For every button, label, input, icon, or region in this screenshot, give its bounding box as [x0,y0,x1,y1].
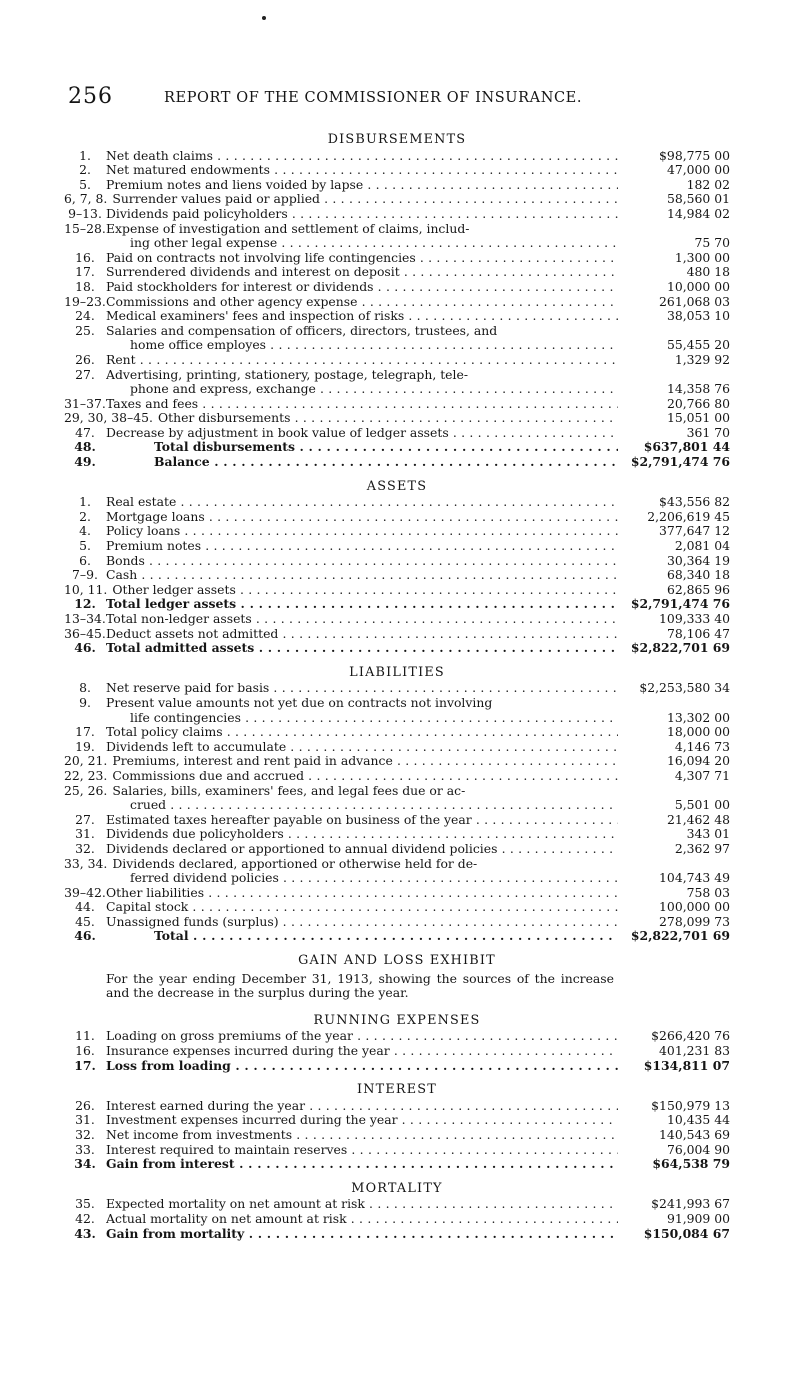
table-row [64,455,730,470]
row-amount: 20,766 80 [666,395,730,411]
row-label: Net death claims . . . [106,149,618,164]
row-number: 17. [74,1057,96,1073]
row-amount: 2,081 04 [674,538,730,554]
row-number: 49. [74,454,96,470]
gain-loss-intro: For the year ending December 31, 1913, showing the sources of the increase and the decrease in the surplus during the year. [106,970,614,1001]
table-row [64,696,730,711]
row-amount: 38,053 10 [666,308,730,324]
section-title: RUNNING EXPENSES [313,1012,481,1028]
table-row [64,1197,730,1212]
row-amount: 10,000 00 [666,278,730,294]
table-row [64,827,730,842]
row-label: Expense of investigation and settlement of claims, includ- [106,221,470,236]
row-label: Advertising, printing, stationery, postage, telegraph, tele- [106,367,469,382]
row-label: Interest earned during the year . . . [106,1099,618,1114]
row-label: home office employes . . . [130,338,618,353]
interest-section [64,1083,730,1172]
table-row [64,411,730,426]
table-row [64,740,730,755]
row-amount: $637,801 44 [643,439,730,455]
row-label: Other liabilities . . . [106,886,618,901]
table-row [64,1143,730,1158]
row-number: 27. [75,366,95,382]
row-label: Net matured endowments . . . [106,163,618,178]
row-number: 11. [75,1028,95,1044]
row-number: 34. [74,1156,96,1172]
table-row [64,798,730,813]
row-amount: 343 01 [686,826,730,842]
table-row [64,554,730,569]
row-number: 17. [75,724,95,740]
row-amount: 261,068 03 [659,293,730,309]
row-label: phone and express, exchange . . . [130,382,618,397]
row-number: 18. [75,278,95,294]
row-label: Paid on contracts not involving life contingencies . . . [106,251,618,266]
row-label: Total . . . [106,929,618,944]
row-label: Premium notes and liens voided by lapse . . . [106,178,618,193]
row-number: 29, 30, 38–45. [64,410,153,426]
row-number: 35. [75,1196,95,1212]
row-label: Dividends declared, apportioned or otherwise held for de- [112,856,478,871]
row-amount: 104,743 49 [659,870,730,886]
table-row [64,627,730,642]
row-label: life contingencies . . . [130,711,618,726]
row-label: Gain from mortality . . . [106,1227,618,1242]
row-amount: $2,791,474 76 [630,596,730,612]
mortality-section [64,1182,730,1241]
liabilities-section [64,666,730,944]
row-number: 10, 11. [64,581,108,597]
row-amount: 361 70 [686,424,730,440]
table-row [64,149,730,164]
table-row [64,813,730,828]
table-row [64,597,730,612]
row-amount: 480 18 [686,264,730,280]
row-label: Interest required to maintain reserves . . . [106,1143,618,1158]
table-row [64,612,730,627]
section-title: MORTALITY [351,1180,443,1196]
table-row [64,495,730,510]
row-number: 24. [75,308,95,324]
page-title: REPORT OF THE COMMISSIONER OF INSURANCE. [164,90,583,106]
row-amount: 18,000 00 [666,724,730,740]
row-label: Premium notes . . . [106,539,618,554]
row-amount: $2,791,474 76 [630,454,730,470]
row-amount: 75 70 [694,235,730,251]
row-number: 1. [79,494,91,510]
row-label: Loading on gross premiums of the year . . . [106,1029,618,1044]
row-amount: 68,340 18 [666,567,730,583]
row-number: 13–34. [64,611,106,626]
table-row [64,265,730,280]
row-label: Deduct assets not admitted . . . [106,627,618,642]
row-label: Salaries, bills, examiners' fees, and legal fees due or ac- [112,783,466,798]
table-row [64,857,730,872]
row-label: Dividends left to accumulate . . . [106,740,618,755]
row-amount: 4,146 73 [674,738,730,754]
row-number: 46. [74,928,96,944]
table-row [64,324,730,339]
table-row [64,641,730,656]
table-row [64,681,730,696]
table-row [64,192,730,207]
table-row [64,539,730,554]
table-row [64,524,730,539]
running-expenses-rows [64,1029,730,1073]
row-label: Bonds . . . [106,554,618,569]
table-row [64,309,730,324]
row-number: 9–13. [68,205,102,221]
row-label: Decrease by adjustment in book value of ledger assets . . . [106,426,618,441]
row-amount: 55,455 20 [666,337,730,353]
row-number: 32. [75,1127,95,1142]
row-amount: $134,811 07 [643,1057,730,1073]
interest-rows [64,1099,730,1172]
row-amount: 10,435 44 [666,1112,730,1128]
row-number: 48. [74,439,96,455]
table-row [64,510,730,525]
row-label: Expected mortality on net amount at risk . . . [106,1197,618,1212]
row-label: Mortgage loans . . . [106,510,618,525]
row-amount: 758 03 [686,884,730,900]
row-amount: 21,462 48 [666,811,730,827]
row-amount: 14,358 76 [666,381,730,397]
row-amount: $266,420 76 [651,1028,730,1044]
row-label: Gain from interest . . . [106,1157,618,1172]
row-number: 19–23. [64,293,106,309]
table-row [64,886,730,901]
table-row [64,769,730,784]
assets-section [64,480,730,656]
row-number: 19. [75,738,95,754]
row-number: 26. [75,351,95,367]
row-amount: 76,004 90 [666,1141,730,1157]
table-row [64,426,730,441]
row-amount: $241,993 67 [651,1196,730,1212]
row-amount: 16,094 20 [666,753,730,769]
section-title: ASSETS [366,478,428,494]
row-number: 31. [75,1112,95,1128]
row-number: 6, 7, 8. [64,191,108,207]
table-row [64,900,730,915]
table-row [64,725,730,740]
row-number: 39–42. [64,884,106,900]
table-row [64,382,730,397]
row-number: 2. [79,162,91,178]
row-amount: 13,302 00 [666,709,730,725]
row-number: 47. [75,424,95,440]
row-amount: $98,775 00 [659,147,730,163]
row-amount: 2,206,619 45 [647,508,730,524]
section-title: GAIN AND LOSS EXHIBIT [298,953,496,969]
table-row [64,280,730,295]
row-number: 46. [74,640,96,656]
row-amount: 2,362 97 [674,840,730,856]
row-number: 31. [75,826,95,842]
row-number: 33, 34. [64,855,108,871]
row-label: Total non-ledger assets . . . [106,612,618,627]
table-row [64,915,730,930]
row-number: 2. [79,508,91,524]
table-row [64,222,730,237]
row-label: Policy loans . . . [106,524,618,539]
table-row [64,784,730,799]
table-row [64,842,730,857]
row-amount: 140,543 69 [659,1127,730,1142]
row-amount: $150,979 13 [651,1097,730,1113]
row-amount: $2,253,580 34 [639,680,730,696]
row-number: 42. [75,1210,95,1226]
row-label: Other ledger assets . . . [112,583,618,598]
row-number: 15–28. [64,220,106,236]
running-expenses-section [64,1014,730,1073]
row-label: Estimated taxes hereafter payable on business of the year . . . [106,813,618,828]
row-label: Present value amounts not yet due on contracts not involving [106,695,493,710]
row-amount: 47,000 00 [666,162,730,178]
row-label: crued . . . [130,798,618,813]
row-amount: 1,300 00 [674,249,730,265]
table-row [64,251,730,266]
row-label: Total disbursements . . . [106,440,618,455]
table-row [64,754,730,769]
table-row [64,1128,730,1143]
row-number: 7–9. [72,567,98,583]
section-title: DISBURSEMENTS [327,132,467,147]
row-number: 12. [74,596,96,612]
row-amount: 100,000 00 [659,899,730,915]
row-number: 5. [79,538,91,554]
row-label: Surrender values paid or applied . . . [112,192,618,207]
row-label: Insurance expenses incurred during the year . . . [106,1044,618,1059]
table-row [64,440,730,455]
row-amount: 109,333 40 [659,611,730,626]
row-label: Cash . . . [106,568,618,583]
row-number: 20, 21. [64,753,108,769]
report-body [64,133,730,1241]
row-number: 22, 23. [64,767,108,783]
row-amount: 401,231 83 [659,1043,730,1059]
table-row [64,236,730,251]
row-label: ing other legal expense . . . [130,236,618,251]
row-label: Net income from investments . . . [106,1128,618,1143]
row-label: Real estate . . . [106,495,618,510]
row-number: 25, 26. [64,782,108,798]
row-label: Balance . . . [106,455,618,470]
table-row [64,163,730,178]
row-label: Paid stockholders for interest or dividends . . . [106,280,618,295]
row-label: Unassigned funds (surplus) . . . [106,915,618,930]
section-title: INTEREST [356,1082,437,1098]
row-label: Total admitted assets . . . [106,641,618,656]
row-number: 26. [75,1097,95,1113]
table-row [64,368,730,383]
table-row [64,295,730,310]
table-row [64,1099,730,1114]
row-amount: 14,984 02 [666,205,730,221]
table-row [64,1212,730,1227]
mortality-rows [64,1197,730,1241]
row-label: Taxes and fees . . . [106,397,618,412]
row-label: Dividends due policyholders . . . [106,827,618,842]
row-label: Surrendered dividends and interest on deposit . . . [106,265,618,280]
row-number: 6. [79,552,91,568]
section-title: LIABILITIES [349,664,445,680]
row-label: Dividends paid policyholders . . . [106,207,618,222]
row-number: 45. [75,913,95,929]
table-row [64,178,730,193]
row-label: ferred dividend policies . . . [130,871,618,886]
row-number: 9. [79,694,91,710]
table-row [64,1227,730,1242]
disbursements-rows [64,149,730,470]
row-number: 1. [79,147,91,163]
row-amount: 5,501 00 [674,797,730,813]
table-row [64,1113,730,1128]
row-amount: 30,364 19 [666,552,730,568]
row-number: 25. [75,322,95,338]
table-row [64,583,730,598]
liabilities-rows [64,681,730,944]
row-label: Loss from loading . . . [106,1059,618,1074]
row-amount: 15,051 00 [666,410,730,426]
row-amount: $43,556 82 [659,494,730,510]
row-number: 32. [75,840,95,856]
row-amount: 1,329 92 [674,351,730,367]
row-number: 16. [75,249,95,265]
row-amount: 62,865 96 [666,581,730,597]
table-row [64,711,730,726]
gain-loss-section [64,954,730,1004]
row-label: Rent . . . [106,353,618,368]
table-row [64,397,730,412]
row-amount: 278,099 73 [659,913,730,929]
row-amount: $2,822,701 69 [630,640,730,656]
table-row [64,568,730,583]
page-number: 256 [68,84,113,109]
row-label: Actual mortality on net amount at risk . . . [106,1212,618,1227]
row-label: Salaries and compensation of officers, directors, trustees, and [106,323,498,338]
row-label: Investment expenses incurred during the year . . . [106,1113,618,1128]
row-number: 8. [79,680,91,696]
row-amount: 78,106 47 [666,625,730,641]
row-amount: 377,647 12 [659,523,730,539]
row-label: Net reserve paid for basis . . . [106,681,618,696]
row-amount: $2,822,701 69 [630,928,730,944]
row-label: Capital stock . . . [106,900,618,915]
row-number: 43. [74,1225,96,1241]
row-amount: 58,560 01 [666,191,730,207]
row-number: 31–37. [64,395,106,411]
row-number: 16. [75,1043,95,1059]
row-label: Other disbursements . . . [158,411,618,426]
table-row [64,1059,730,1074]
row-amount: 91,909 00 [666,1210,730,1226]
row-amount: $64,538 79 [652,1156,730,1172]
table-row [64,207,730,222]
row-number: 4. [79,523,91,539]
row-amount: $150,084 67 [643,1225,730,1241]
row-number: 5. [79,176,91,192]
disbursements-section [64,133,730,470]
row-label: Commissions due and accrued . . . [112,769,618,784]
row-amount: 182 02 [686,176,730,192]
table-row [64,929,730,944]
row-number: 36–45. [64,625,106,641]
row-label: Premiums, interest and rent paid in advance . . . [112,754,618,769]
row-label: Total policy claims . . . [106,725,618,740]
table-row [64,338,730,353]
table-row [64,1044,730,1059]
row-number: 44. [75,899,95,915]
row-label: Total ledger assets . . . [106,597,618,612]
row-amount: 4,307 71 [674,767,730,783]
row-number: 27. [75,811,95,827]
row-number: 17. [75,264,95,280]
row-label: Dividends declared or apportioned to annual dividend policies . . . [106,842,618,857]
row-label: Commissions and other agency expense . . . [106,295,618,310]
row-label: Medical examiners' fees and inspection of risks . . . [106,309,618,324]
table-row [64,871,730,886]
ink-speck [262,16,266,20]
table-row [64,1029,730,1044]
table-row [64,1157,730,1172]
row-number: 33. [75,1141,95,1157]
assets-rows [64,495,730,656]
table-row [64,353,730,368]
